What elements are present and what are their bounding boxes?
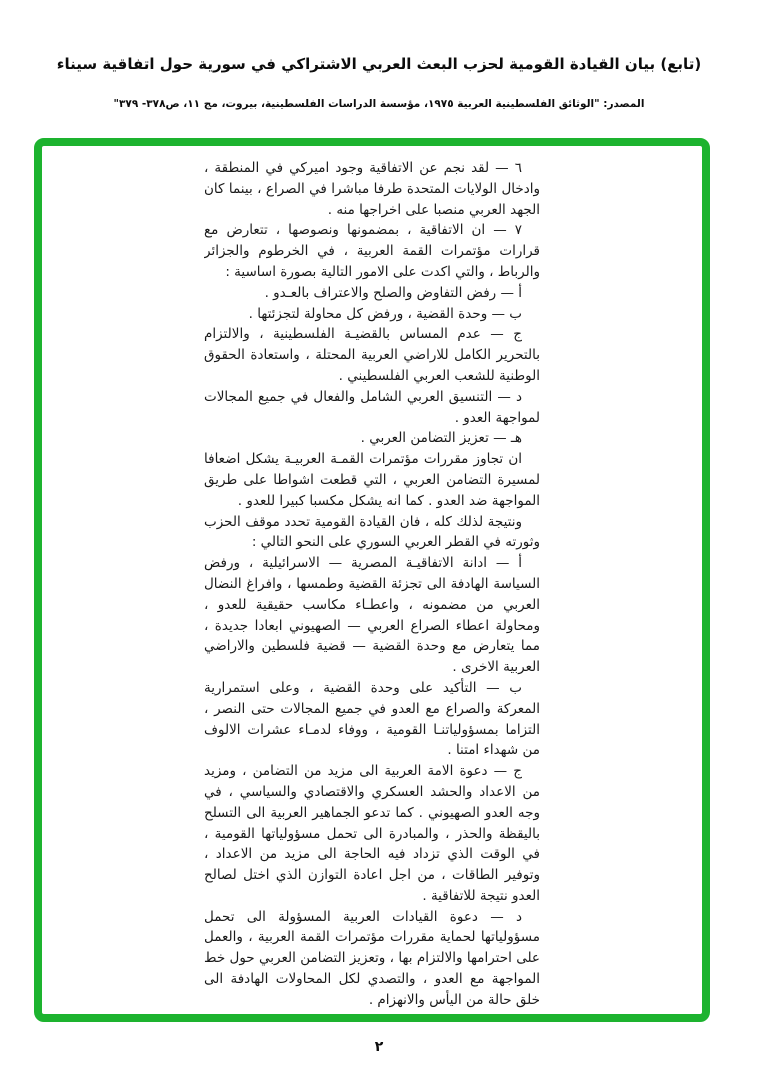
document-title: (تابع) بيان القيادة القومية لحزب البعث العربي الاشتراكي في سورية حول اتفاقية سيناء xyxy=(56,55,702,73)
body-paragraph: ونتيجة لذلك كله ، فان القيادة القومية تحدد موقف الحزب وثورته في القطر العربي السوري على النحو التالي : xyxy=(204,513,540,551)
body-paragraph: ج — دعوة الامة العربية الى مزيد من التضامن ، ومزيد من الاعداد والحشد العسكري والاقتصادي والسياسي ، في وجه العدو الصهيوني . كما تدعو الجماهير العربية الى التسلح باليقظة والحذر ، والمبادرة الى تحمل مسؤولياتها القومية ، في الوقت الذي تزداد فيه الحاجة الى مزيد من الاعداد ، وتوفير الطاقات ، من اجل اعادة التوازن الذي اختل لصالح العدو نتيجة للاتفاقية . xyxy=(204,763,540,904)
body-paragraph: ب — التأكيد على وحدة القضية ، وعلى استمرارية المعركة والصراع مع العدو في جميع المجالات حتى النصر ، التزاما بمسؤولياتنـا القومية ، ووفاء لدمـاء عشرات الالوف من شهداء امتنا . xyxy=(204,679,540,759)
body-paragraph: ٦ — لقد نجم عن الاتفاقية وجود اميركي في المنطقة ، وادخال الولايات المتحدة طرفا مباشرا في الصراع ، بينما كان الجهد العربي منصبا على اخراجها منه . xyxy=(204,160,540,218)
body-paragraph: ب — وحدة القضية ، ورفض كل محاولة لتجزئتها . xyxy=(248,305,522,322)
body-paragraph: د — دعوة القيادات العربية المسؤولة الى تحمل مسؤولياتها لحماية مقررات مؤتمرات القمة العربية ، والعمل على احترامها والالتزام بها ، وتعزيز التضامن العربي حول خط المواجهة مع العدو ، والتصدي لكل المحاولات الهادفة الى خلق حالة من اليأس والانهزام . xyxy=(204,908,540,1008)
body-paragraph: أ — ادانة الاتفاقيـة المصرية — الاسرائيلية ، ورفض السياسة الهادفة الى تجزئة القضية وطمسها ، وافراغ النضال العربي من مضمونه ، واعطـاء مكاسب حقيقية للعدو ، ومحاولة اعطاء الصراع العربي — الصهيوني ابعادا جديدة ، مما يتعارض مع وحدة القضية — قضية فلسطين والاراضي العربية الاخرى . xyxy=(204,555,540,676)
body-paragraph: أ — رفض التفاوض والصلح والاعتراف بالعـدو . xyxy=(264,284,522,301)
document-body xyxy=(204,158,540,1010)
body-paragraph: هـ — تعزيز التضامن العربي . xyxy=(360,430,522,447)
body-paragraph: د — التنسيق العربي الشامل والفعال في جميع المجالات لمواجهة العدو . xyxy=(204,388,540,426)
body-paragraph: ان تجاوز مقررات مؤتمرات القمـة العربيـة يشكل اضعافا لمسيرة التضامن العربي ، التي قطعت اشواطا على طريق المواجهة ضد العدو . كما انه يشكل مكسبا كبيرا للعدو . xyxy=(204,451,540,509)
body-paragraph: ج — عدم المساس بالقضيـة الفلسطينية ، والالتزام بالتحرير الكامل للاراضي العربية المحتلة ، واستعادة الحقوق الوطنية للشعب العربي الفلسطيني . xyxy=(204,326,540,384)
body-paragraph: ٧ — ان الاتفاقية ، بمضمونها ونصوصها ، تتعارض مع قرارات مؤتمرات القمة العربية ، في الخرطوم والجزائر والرباط ، والتي اكدت على الامور التالية بصورة اساسية : xyxy=(204,222,540,280)
page-number: ٢ xyxy=(374,1039,384,1055)
source-citation: المصدر: "الوثائق الفلسطينية العربية ١٩٧٥، مؤسسة الدراسات الفلسطينية، بيروت، مج ١١، ص٣٧٨- ٣٧٩" xyxy=(113,98,645,110)
